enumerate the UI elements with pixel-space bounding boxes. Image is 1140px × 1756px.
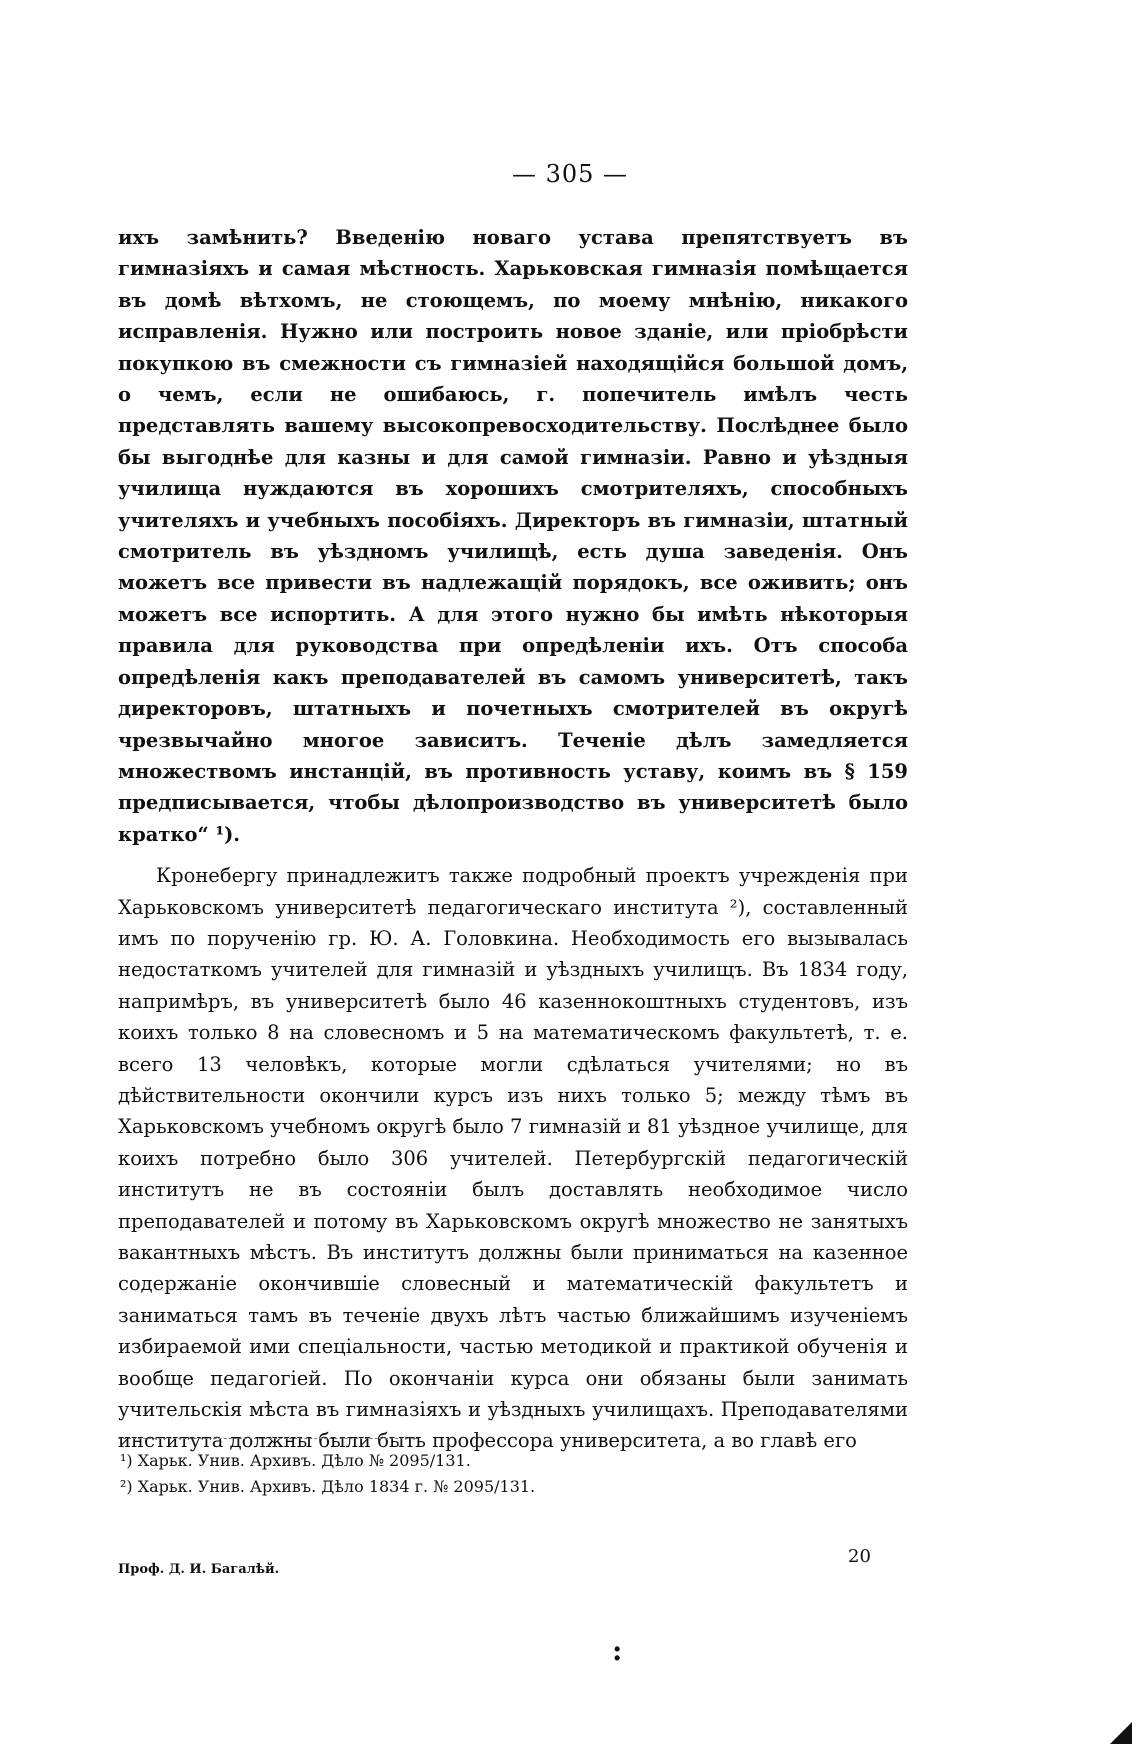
colon-mark: : — [612, 1634, 623, 1667]
corner-triangle-icon — [1110, 1722, 1132, 1744]
paragraph-kroneberg: Кронебергу принадлежитъ также подробный проектъ учрежденія при Харьковскомъ университетѣ педагогическаго института ²), составленный имъ по порученію гр. Ю. А. Головкина. Необходимость его вызывалась недостаткомъ учителей для гимназій и уѣздныхъ училищъ. Въ 1834 году, напримѣръ, въ университетѣ было 46 казеннокоштныхъ студентовъ, изъ коихъ только 8 на словесномъ и 5 на математическомъ факультетѣ, т. е. всего 13 человѣкъ, которые могли сдѣлаться учителями; но въ дѣйствительности окончили курсъ изъ нихъ только 5; между тѣмъ въ Харьковскомъ учебномъ округѣ было 7 гимназій и 81 уѣздное училище, для коихъ потребно было 306 учителей. Петербургскій педагогическій институтъ не въ состояніи былъ доставлять необходимое число преподавателей и потому въ Харьковскомъ округѣ множество не занятыхъ вакантныхъ мѣстъ. Въ институтъ должны были приниматься на казенное содержаніе окончившіе словесный и математическій факультетъ и заниматься тамъ въ теченіе двухъ лѣтъ частью ближайшимъ изученіемъ избираемой ими спеціальности, частью методикой и практикой обученія и вообще педагогіей. По окончаніи курса они обязаны были занимать учительскія мѣста въ гимназіяхъ и уѣздныхъ училищахъ. Преподавателями института должны были быть профессора университета, а во главѣ его — [118, 864, 908, 1453]
footnote-divider — [118, 1438, 418, 1439]
footnote-2: ²) Харьк. Унив. Архивъ. Дѣло 1834 г. № 2095/131. — [120, 1477, 536, 1496]
main-text — [118, 222, 908, 1457]
page-number: — 305 — — [511, 160, 629, 188]
signature-mark: Проф. Д. И. Багалѣй. — [118, 1562, 280, 1577]
footnotes — [118, 1448, 908, 1500]
paragraph-quote: ихъ замѣнить? Введенію новаго устава препятствуетъ въ гимназіяхъ и самая мѣстность. Харьковская гимназія помѣщается въ домѣ вѣтхомъ, не стоющемъ, по моему мнѣнію, никакого исправленія. Нужно или построить новое зданіе, или пріобрѣсти покупкою въ смежности съ гимназіей находящійся большой домъ, о чемъ, если не ошибаюсь, г. попечитель имѣлъ честь представлять вашему высокопревосходительству. Послѣднее было бы выгоднѣе для казны и для самой гимназіи. Равно и уѣздныя училища нуждаются въ хорошихъ смотрителяхъ, способныхъ учителяхъ и учебныхъ пособіяхъ. Директоръ въ гимназіи, штатный смотритель въ уѣздномъ училищѣ, есть душа заведенія. Онъ можетъ все привести въ надлежащій порядокъ, все оживить; онъ можетъ все испортить. А для этого нужно бы имѣть нѣкоторыя правила для руководства при опредѣленіи ихъ. Отъ способа опредѣленія какъ преподавателей въ самомъ университетѣ, такъ директоровъ, штатныхъ и почетныхъ смотрителей въ округѣ чрезвычайно многое зависитъ. Теченіе дѣлъ замедляется множествомъ инстанцій, въ противность уставу, коимъ въ § 159 предписывается, чтобы дѣлопроизводство въ университетѣ было кратко“ ¹). — [118, 226, 908, 846]
footnote-1: ¹) Харьк. Унив. Архивъ. Дѣло № 2095/131. — [120, 1451, 471, 1470]
signature-number: 20 — [848, 1546, 871, 1567]
